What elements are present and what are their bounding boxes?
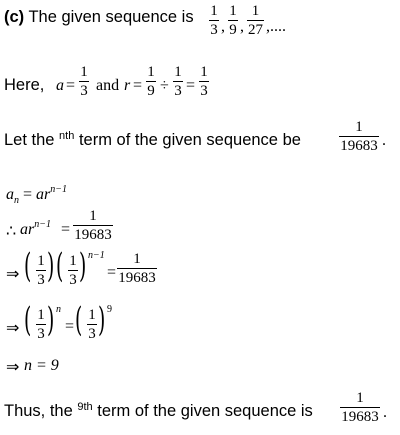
equals: =	[65, 318, 75, 335]
seq-term-1: 1 3	[210, 3, 218, 38]
step4-frac-1: 1 3	[37, 307, 45, 342]
implies-sign: ⇒	[6, 359, 20, 376]
seq-term-2: 1 9	[229, 3, 237, 38]
step2-frac: 1 19683	[74, 208, 112, 243]
sequence-intro: The given sequence is	[28, 8, 194, 26]
conclusion-statement: Thus, the $^{9th}$ term of the given sequence is	[4, 401, 313, 420]
var-a: a	[56, 77, 64, 94]
equals: =	[61, 221, 71, 238]
var-r: r	[124, 77, 131, 94]
r-frac-2: 1 3	[174, 64, 182, 99]
comma: ,	[221, 18, 225, 35]
nth-term-value: 1 19683	[340, 119, 378, 154]
a-value: 1 3	[80, 64, 88, 99]
divide-sign: ÷	[160, 77, 169, 94]
step4-frac-2: 1 3	[88, 307, 96, 342]
exponent: 9	[107, 304, 112, 315]
r-frac-1: 1 9	[147, 64, 155, 99]
exponent: n−1	[88, 250, 105, 261]
step2-lhs: $ar^{n-1}$	[20, 219, 51, 238]
part-letter: (c)	[4, 8, 25, 26]
therefore-sign: ∴	[6, 223, 17, 240]
equals: =	[133, 77, 143, 94]
part-label	[4, 8, 194, 27]
final-n: n = 9	[24, 357, 59, 374]
implies-sign: ⇒	[6, 266, 20, 283]
implies-sign: ⇒	[6, 320, 20, 337]
ellipsis: ,....	[266, 18, 286, 35]
step3-frac-1: 1 3	[37, 253, 45, 288]
period: .	[383, 404, 387, 421]
equals: =	[107, 264, 117, 281]
exponent: n	[56, 304, 61, 315]
period: .	[382, 132, 386, 149]
step3-frac-2: 1 3	[69, 253, 77, 288]
equals: =	[186, 77, 196, 94]
equals: =	[66, 77, 76, 94]
seq-term-3: 1 27	[248, 3, 263, 38]
here-label: Here,	[4, 76, 45, 94]
comma: ,	[240, 18, 244, 35]
nth-term-statement: Let the $^{nth}$ term of the given sequence be	[4, 130, 301, 149]
conclusion-frac: 1 19683	[341, 390, 379, 425]
solution-page: (c) The given sequence is 1 3 , 1 9 , 1 27 ,.... Here, a = 1 3 and r = 1 9 ÷ 1 3 = 1 3 Let the $^{nth}$ term of the given sequence be 1 19683 . $a_n = ar^{n-1}$ ∴ $ar^{n-1}$ = 1 19683 ⇒ ( 1 3 ) ( 1 3 ) n−1 = 1 19683 ⇒ ( 1 3 ) n = ( 1 3 ) 9 ⇒ n = 9 Thus, the $^{9th}$ term of the given sequence is 1 19683 .	[4, 3, 387, 425]
step-formula: $a_n = ar^{n-1}$	[6, 184, 68, 207]
step3-result: 1 19683	[118, 251, 156, 286]
r-result: 1 3	[200, 64, 208, 99]
and-word: and	[96, 77, 120, 94]
